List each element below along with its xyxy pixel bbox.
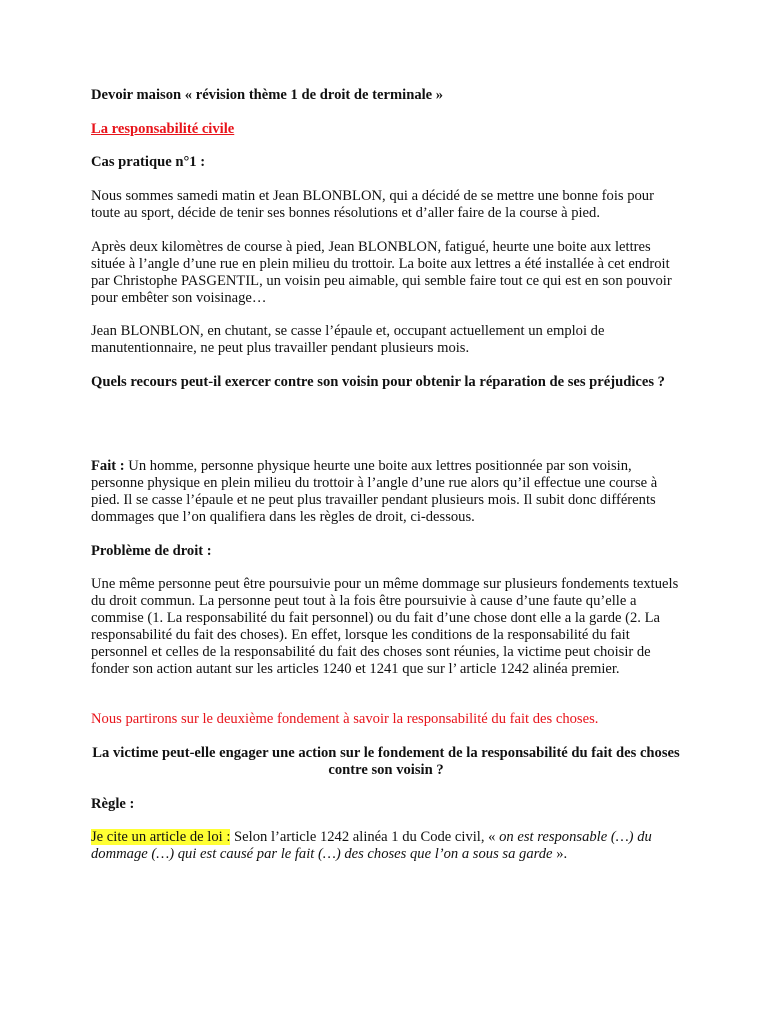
regle-paragraph	[91, 829, 681, 863]
case-title: Cas pratique n°1 :	[91, 154, 206, 170]
regle-text-end: ».	[552, 846, 568, 862]
regle-quote: on est responsable (…) du dommage (…) qui est causé par le fait (…) des choses que l’on a sous sa garde	[91, 829, 652, 862]
document-header: Devoir maison « révision thème 1 de droit de terminale »	[91, 87, 444, 103]
paragraph-injury: Jean BLONBLON, en chutant, se casse l’épaule et, occupant actuellement un emploi de manutentionnaire, ne peut plus travailler pendant plusieurs mois.	[91, 323, 605, 356]
regle-title: Règle :	[91, 796, 135, 812]
probleme-paragraph: Une même personne peut être poursuivie pour un même dommage sur plusieurs fondements textuels du droit commun. La personne peut tout à la fois être poursuivie à cause d’une faute qu’elle a commise (1. La responsabilité du fait personnel) ou du fait d’une chose dont elle a la garde (2. La responsabilité du fait des choses). En effet, lorsque les conditions de la responsabilité du fait personnel et celles de la responsabilité du fait des choses sont réunies, la victime peut choisir de fonder son action autant sur les articles 1240 et 1241 que sur l’ article 1242 alinéa premier.	[91, 576, 679, 677]
regle-text: Selon l’article 1242 alinéa 1 du Code civil, «	[230, 829, 500, 845]
question-heading: Quels recours peut-il exercer contre son voisin pour obtenir la réparation de ses préjudices ?	[91, 374, 665, 390]
section-title	[91, 121, 681, 138]
probleme-title: Problème de droit :	[91, 543, 212, 559]
paragraph-accident: Après deux kilomètres de course à pied, Jean BLONBLON, fatigué, heurte une boite aux lettres située à l’angle d’une rue en plein milieu du trottoir. La boite aux lettres a été installée à cet endroit par Christophe PASGENTIL, un voisin peu aimable, qui semble faire tout ce qui est en son pouvoir pour embêter son voisinage…	[91, 239, 672, 306]
paragraph-intro: Nous sommes samedi matin et Jean BLONBLON, qui a décidé de se mettre une bonne fois pour toute au sport, décide de tenir ses bonnes résolutions et d’aller faire de la course à pied.	[91, 188, 654, 221]
central-question: La victime peut-elle engager une action sur le fondement de la responsabilité du fait des choses contre son voisin ?	[92, 745, 680, 778]
fait-text: Un homme, personne physique heurte une boite aux lettres positionnée par son voisin, personne physique en plein milieu du trottoir à l’angle d’une rue alors qu’il effectue une course à pied. Il se casse l’épaule et ne peut plus travailler pendant plusieurs mois. Il subit donc différents dommages que l’on qualifiera dans les règles de droit, ci-dessous.	[91, 458, 658, 525]
fait-label: Fait :	[91, 458, 125, 474]
fait-paragraph	[91, 458, 681, 526]
red-note: Nous partirons sur le deuxième fondement à savoir la responsabilité du fait des choses.	[91, 711, 599, 727]
regle-highlight: Je cite un article de loi :	[91, 829, 231, 845]
section-title-text: La responsabilité civile	[91, 121, 235, 137]
